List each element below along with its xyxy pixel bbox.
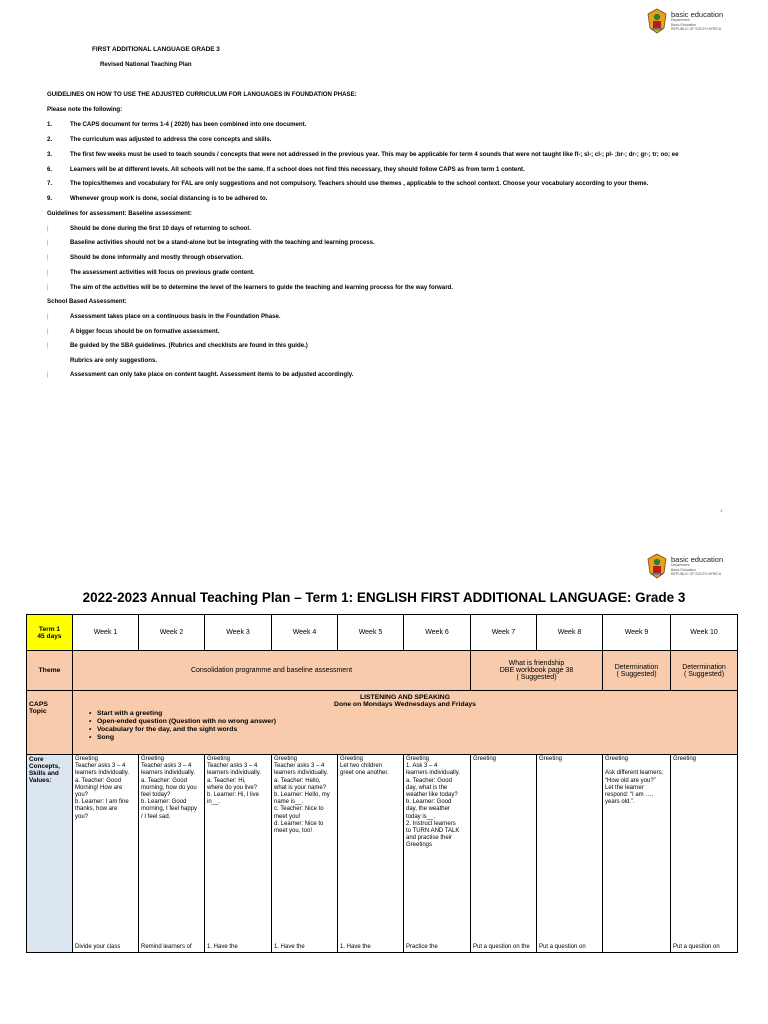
core-line: and practise their [406, 835, 453, 842]
core-cell-week-6 [404, 755, 471, 953]
caps-topic-content: LISTENING AND SPEAKING Done on Mondays Wednesdays and Fridays • Start with a greeting • Open-ended question (Question with no wrong answer) • Vocabulary for the day, and the sight words • Song [73, 691, 738, 755]
logo-name: basic education [671, 9, 724, 19]
core-line: Morning! How are [75, 784, 123, 791]
core-bottom-text: Put a question on [539, 943, 586, 950]
teaching-plan-table [26, 614, 738, 953]
logo-dept: Department: [671, 18, 691, 22]
core-line: b. Learner: Hello, my [274, 791, 330, 798]
theme-friendship: What is friendship DBE workbook page 38 ( Suggested) [471, 651, 603, 691]
core-line: feel today? [141, 791, 171, 798]
core-line: Greetings [406, 842, 433, 849]
core-concepts-row [27, 755, 738, 953]
core-line: learners individually. [406, 770, 460, 777]
core-line: Let two children [340, 763, 383, 770]
core-line: Teacher asks 3 – 4 [75, 763, 126, 770]
core-line: Teacher asks 3 – 4 [207, 763, 258, 770]
core-line: day, what is the [406, 784, 448, 791]
core-line: what is your name? [274, 784, 327, 791]
core-concepts-label: Core Concepts, Skills and Values: [27, 755, 73, 953]
core-cell-week-7 [471, 755, 537, 953]
core-line: Greeting [274, 756, 298, 762]
page-number: 1 [720, 508, 723, 513]
week-header: Week 4 [272, 615, 338, 651]
logo-dept-name: Basic Education [671, 22, 697, 27]
core-line: Greeting [75, 756, 99, 762]
week-header: Week 9 [603, 615, 671, 651]
guidelines-title: GUIDELINES ON HOW TO USE THE ADJUSTED CURRICULUM FOR LANGUAGES IN FOUNDATION PHASE: [47, 91, 357, 98]
week-header: Week 10 [671, 615, 738, 651]
week-header: Week 1 [73, 615, 139, 651]
core-line: 1. Ask 3 – 4 [406, 763, 438, 770]
core-cell-week-4 [272, 755, 338, 953]
document-page-1: basic education Department: Basic Education REPUBLIC OF SOUTH AFRICA FIRST ADDITIONAL LANGUAGE GRADE 3 Revised National Teaching Plan GUIDELINES ON HOW TO USE THE ADJUSTED CURRICULUM FOR LANGUAGES IN FOUNDATION PHASE: Please note the following: 1. The CAPS document for terms 1-4 ( 2020) has been combined into one document. 2. The curriculum was adjusted to address the core concepts and skills. 3. The first few weeks must be used to teach sounds / concepts that were not addressed in the previous year. This may be applicable for term 4 sounds that were not taught like fl-; sl-; cl-; pl- ;br-; dr-; gr-; tr; oo; ee 6. Learners will be at different levels. All schools will not be the same. If a school does not find this necessary, they should follow CAPS as from term 1 content. 7. The topics/themes and vocabulary for FAL are only suggestions and not compulsory. Teachers should use themes , applicable to the school context. Choose your vocabulary according to your theme. 9. Whenever group work is done, social distancing is to be adhered to. Guidelines for assessment: Baseline assessment: | Should be done during the first 10 days of returning to school. | Baseline activities should not be a stand-alone but be integrating with the teaching and learning process. | Should be done informally and mostly through observation. | The assessment activities will focus on previous grade content. | The aim of the activities will be to determine the level of the learners to guide the teaching and learning process for the way forward. School Based Assessment: | Assessment takes place on a continuous basis in the Foundation Phase. | A bigger focus should be on formative assessment. | Be guided by the SBA guidelines. (Rubrics and checklists are found in this guide.) Rubrics are only suggestions. | Assessment can only take place on content taught. Assessment items to be adjusted accordingly. 1 [47, 9, 724, 513]
document-subheading: Revised National Teaching Plan [100, 61, 192, 68]
core-bottom-text: Put a question on [673, 943, 720, 950]
theme-week-9: Determination ( Suggested) [603, 651, 671, 691]
theme-label: Theme [27, 651, 73, 691]
core-line: meet you! [274, 813, 301, 820]
header-row [27, 615, 738, 651]
core-line: greet one another. [340, 770, 389, 777]
core-line: name is__. [274, 799, 304, 806]
core-line: today is__. [406, 813, 436, 820]
core-line: Teacher asks 3 – 4 [141, 763, 192, 770]
core-line: weather like today? [406, 791, 458, 798]
core-line: Greeting [473, 756, 497, 762]
core-line: a. Teacher: Good [75, 777, 121, 784]
caps-item: • Vocabulary for the day, and the sight words [97, 726, 735, 733]
core-bottom-text: 1. Have the [274, 943, 305, 950]
core-line: you? [75, 813, 89, 820]
document-heading: FIRST ADDITIONAL LANGUAGE GRADE 3 [92, 46, 220, 53]
core-line: Greeting [207, 756, 231, 762]
core-line: b. Learner: I am fine [75, 799, 129, 806]
coat-of-arms-icon [646, 553, 668, 579]
core-line: learners individually. [207, 770, 261, 777]
core-cell-week-10 [671, 755, 738, 953]
logo-country: REPUBLIC OF SOUTH AFRICA [671, 27, 722, 31]
week-header: Week 8 [537, 615, 603, 651]
caps-item: • Open-ended question (Question with no wrong answer) [97, 718, 735, 725]
core-line: meet you, too! [274, 827, 313, 834]
annual-teaching-plan-title: 2022-2023 Annual Teaching Plan – Term 1: ENGLISH FIRST ADDITIONAL LANGUAGE: Grade 3 [82, 590, 686, 605]
theme-consolidation: Consolidation programme and baseline assessment [73, 651, 471, 691]
core-cell-week-8 [537, 755, 603, 953]
core-line: Let the learner [605, 784, 644, 791]
core-line: learners individually. [141, 770, 195, 777]
core-line [605, 763, 668, 770]
core-cell-week-1 [73, 755, 139, 953]
core-line: respond: “I am …. [605, 791, 654, 798]
core-line: Greeting [673, 756, 697, 762]
core-bottom-text: Divide your class [75, 943, 121, 950]
core-line: b. Learner: Good [141, 799, 187, 806]
core-line: c. Teacher: Nice to [274, 806, 324, 813]
note-title: Please note the following: [47, 106, 123, 113]
core-line: in__. [207, 799, 221, 806]
core-line: 2. Instruct learners [406, 820, 456, 827]
core-line: learners individually. [274, 770, 328, 777]
core-bottom-text: Put a question on the [473, 943, 530, 950]
week-header: Week 2 [139, 615, 205, 651]
core-line: to TURN AND TALK [406, 827, 460, 834]
sba-title: School Based Assessment: [47, 298, 127, 305]
core-line: Ask different learners: [605, 770, 664, 777]
caps-item: • Start with a greeting [97, 710, 735, 717]
term-cell: Term 1 45 days [27, 615, 73, 651]
core-cell-week-3 [205, 755, 272, 953]
dbe-logo [646, 8, 723, 34]
coat-of-arms-icon [646, 8, 668, 34]
core-line: Greeting [539, 756, 563, 762]
core-cell-week-9 [603, 755, 671, 953]
core-line: a. Teacher: Hello, [274, 777, 321, 784]
core-line: “How old are you?” [605, 777, 656, 784]
core-line: Greeting [406, 756, 430, 762]
core-line: a. Teacher: Good [141, 777, 187, 784]
core-bottom-text: Remind learners of [141, 943, 192, 950]
core-cell-week-5 [338, 755, 404, 953]
core-line: d. Learner: Nice to [274, 820, 324, 827]
core-bottom-text: 1. Have the [207, 943, 238, 950]
core-line: learners individually. [75, 770, 129, 777]
core-line: morning, how do you [141, 784, 197, 791]
core-line: morning, I feel happy [141, 806, 198, 813]
core-line: day, the weather [406, 806, 450, 813]
baseline-title: Guidelines for assessment: Baseline assessment: [47, 210, 192, 217]
caps-topic-row [27, 691, 738, 755]
theme-row [27, 651, 738, 691]
core-line: a. Teacher: Hi, [207, 777, 246, 784]
theme-week-10: Determination ( Suggested) [671, 651, 738, 691]
core-line: you? [75, 791, 89, 798]
core-line: Greeting [340, 756, 364, 762]
core-line: years old.”. [605, 799, 635, 806]
core-bottom-text: Practice the [406, 943, 438, 950]
week-header: Week 6 [404, 615, 471, 651]
dbe-logo-page-2: basic education Department: Basic Education REPUBLIC OF SOUTH AFRICA [646, 553, 723, 579]
core-line: where do you live? [207, 784, 258, 791]
core-line: b. Learner: Good [406, 799, 452, 806]
core-line: Teacher asks 3 – 4 [274, 763, 325, 770]
core-line: b. Learner: Hi, I live [207, 791, 260, 798]
caps-item: • Song [97, 734, 735, 741]
core-cell-week-2 [139, 755, 205, 953]
core-line: Greeting [141, 756, 165, 762]
core-line: / I feel sad. [141, 813, 171, 820]
core-line: Greeting [605, 756, 629, 762]
core-bottom-text: 1. Have the [340, 943, 371, 950]
week-header: Week 3 [205, 615, 272, 651]
week-header: Week 5 [338, 615, 404, 651]
week-header: Week 7 [471, 615, 537, 651]
core-line: thanks, how are [75, 806, 118, 813]
core-line: a. Teacher: Good [406, 777, 452, 784]
caps-topic-label: CAPS Topic [27, 691, 73, 755]
